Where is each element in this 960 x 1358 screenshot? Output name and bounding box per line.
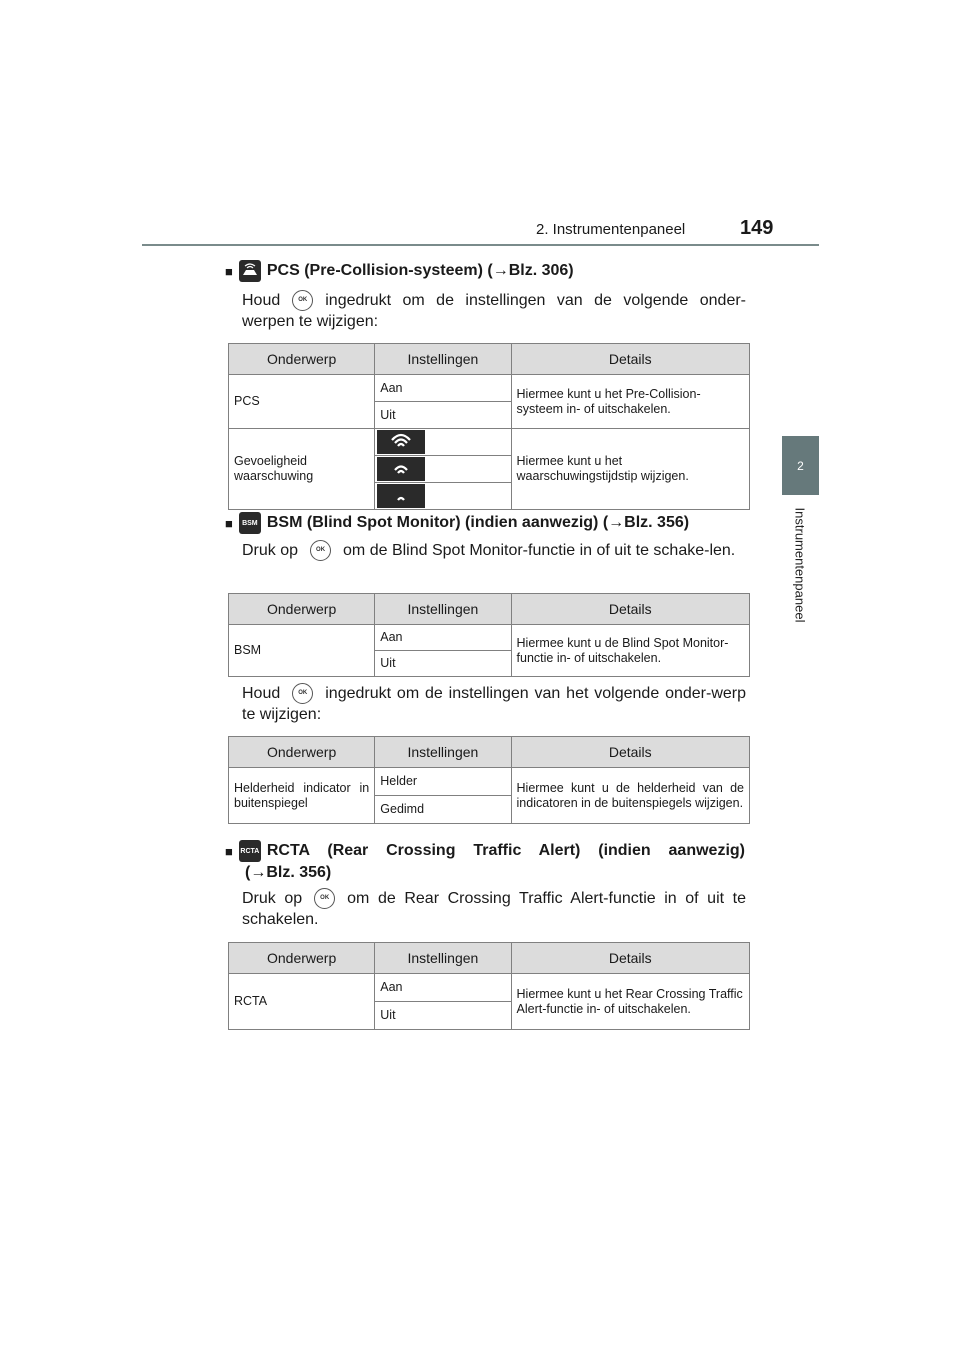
sensitivity-low-cell	[375, 483, 511, 510]
table-row	[229, 625, 750, 651]
bsm-heading-text: BSM (Blind Spot Monitor) (indien aanwezig) (→Blz. 356)	[266, 514, 690, 531]
page-number: 149	[740, 217, 774, 239]
header-onderwerp: Onderwerp	[229, 943, 375, 974]
rcta-settings-table	[228, 942, 750, 1030]
header-instellingen: Instellingen	[375, 943, 511, 974]
bsm-brightness-instruction-start: Houd	[242, 685, 281, 702]
bsm-brightness-instruction	[242, 683, 746, 725]
bsm-details: Hiermee kunt u de Blind Spot Monitor-functie in- of uitschakelen.	[511, 625, 749, 677]
rcta-item: RCTA	[229, 974, 375, 1030]
sensitivity-mid-icon	[377, 457, 425, 481]
chapter-tab	[782, 436, 819, 495]
header-divider	[142, 244, 819, 246]
rcta-heading-text: RCTA (Rear Crossing Traffic Alert) (indien aanwezig)	[266, 842, 745, 859]
table-row	[229, 974, 750, 1002]
header-onderwerp: Onderwerp	[229, 594, 375, 625]
pcs-heading-text: PCS (Pre-Collision-systeem) (→Blz. 306)	[266, 262, 574, 279]
table-header-row	[229, 594, 750, 625]
sensitivity-high-icon	[377, 430, 425, 454]
chapter-number: 2	[797, 458, 804, 473]
table-header-row	[229, 344, 750, 375]
header-details: Details	[511, 737, 749, 768]
ok-button-icon: OK	[292, 290, 313, 311]
pcs-setting-on: Aan	[375, 375, 511, 402]
chapter-label: Instrumentenpaneel	[792, 507, 808, 623]
header-onderwerp: Onderwerp	[229, 737, 375, 768]
bsm-item: BSM	[229, 625, 375, 677]
brightness-details: Hiermee kunt u de helderheid van de indicatoren in de buitenspiegels wijzigen.	[511, 768, 749, 824]
table-row	[229, 768, 750, 796]
bsm-brightness-instruction-end: ingedrukt om de instellingen van het volgende onder-werp te wijzigen:	[242, 685, 746, 724]
bullet-square-icon: ■	[225, 515, 233, 531]
table-header-row	[229, 737, 750, 768]
sensitivity-details: Hiermee kunt u het waarschuwingstijdstip wijzigen.	[511, 429, 749, 510]
sensitivity-low-icon	[377, 484, 425, 508]
rcta-heading	[225, 840, 745, 882]
bsm-brightness-table	[228, 736, 750, 824]
ok-button-icon: OK	[310, 540, 331, 561]
pcs-setting-off: Uit	[375, 402, 511, 429]
brightness-setting-bright: Helder	[375, 768, 511, 796]
bullet-square-icon: ■	[225, 263, 233, 279]
sensitivity-high-cell	[375, 429, 511, 456]
rcta-details: Hiermee kunt u het Rear Crossing Traffic Alert-functie in- of uitschakelen.	[511, 974, 749, 1030]
rcta-instruction	[242, 888, 746, 930]
sensitivity-mid-cell	[375, 456, 511, 483]
rcta-icon: RCTA	[239, 840, 261, 862]
section-title: 2. Instrumentenpaneel	[536, 221, 686, 238]
table-header-row	[229, 943, 750, 974]
bullet-square-icon: ■	[225, 843, 233, 859]
bsm-settings-table	[228, 593, 750, 677]
header-instellingen: Instellingen	[375, 344, 511, 375]
pcs-instruction-end: ingedrukt om de instellingen van de volgende onder-werpen te wijzigen:	[242, 292, 746, 331]
brightness-setting-dimmed: Gedimd	[375, 796, 511, 824]
rcta-heading-page-ref: (→Blz. 356)	[245, 864, 332, 881]
header-onderwerp: Onderwerp	[229, 344, 375, 375]
bsm-setting-off: Uit	[375, 651, 511, 677]
pcs-car-icon	[239, 260, 261, 282]
bsm-icon: BSM	[239, 512, 261, 534]
pcs-settings-table	[228, 343, 750, 510]
pcs-instruction-start: Houd	[242, 292, 281, 309]
rcta-setting-on: Aan	[375, 974, 511, 1002]
header-instellingen: Instellingen	[375, 594, 511, 625]
rcta-setting-off: Uit	[375, 1002, 511, 1030]
pcs-details: Hiermee kunt u het Pre-Collision-systeem in- of uitschakelen.	[511, 375, 749, 429]
sensitivity-item: Gevoeligheid waarschuwing	[229, 429, 375, 510]
ok-button-icon: OK	[292, 683, 313, 704]
bsm-instruction-end: om de Blind Spot Monitor-functie in of uit te schake-len.	[343, 542, 736, 559]
header-details: Details	[511, 943, 749, 974]
header-details: Details	[511, 344, 749, 375]
bsm-instruction-start: Druk op	[242, 542, 299, 559]
bsm-setting-on: Aan	[375, 625, 511, 651]
pcs-instruction	[242, 290, 746, 332]
brightness-item: Helderheid indicator in buitenspiegel	[229, 768, 375, 824]
ok-button-icon: OK	[314, 888, 335, 909]
table-row	[229, 429, 750, 456]
table-row	[229, 375, 750, 402]
header-details: Details	[511, 594, 749, 625]
rcta-instruction-end: om de Rear Crossing Traffic Alert-functie in of uit te schakelen.	[242, 890, 746, 929]
bsm-instruction	[242, 540, 746, 561]
bsm-heading	[225, 512, 689, 534]
pcs-item: PCS	[229, 375, 375, 429]
header-instellingen: Instellingen	[375, 737, 511, 768]
pcs-heading	[225, 260, 574, 282]
rcta-instruction-start: Druk op	[242, 890, 303, 907]
